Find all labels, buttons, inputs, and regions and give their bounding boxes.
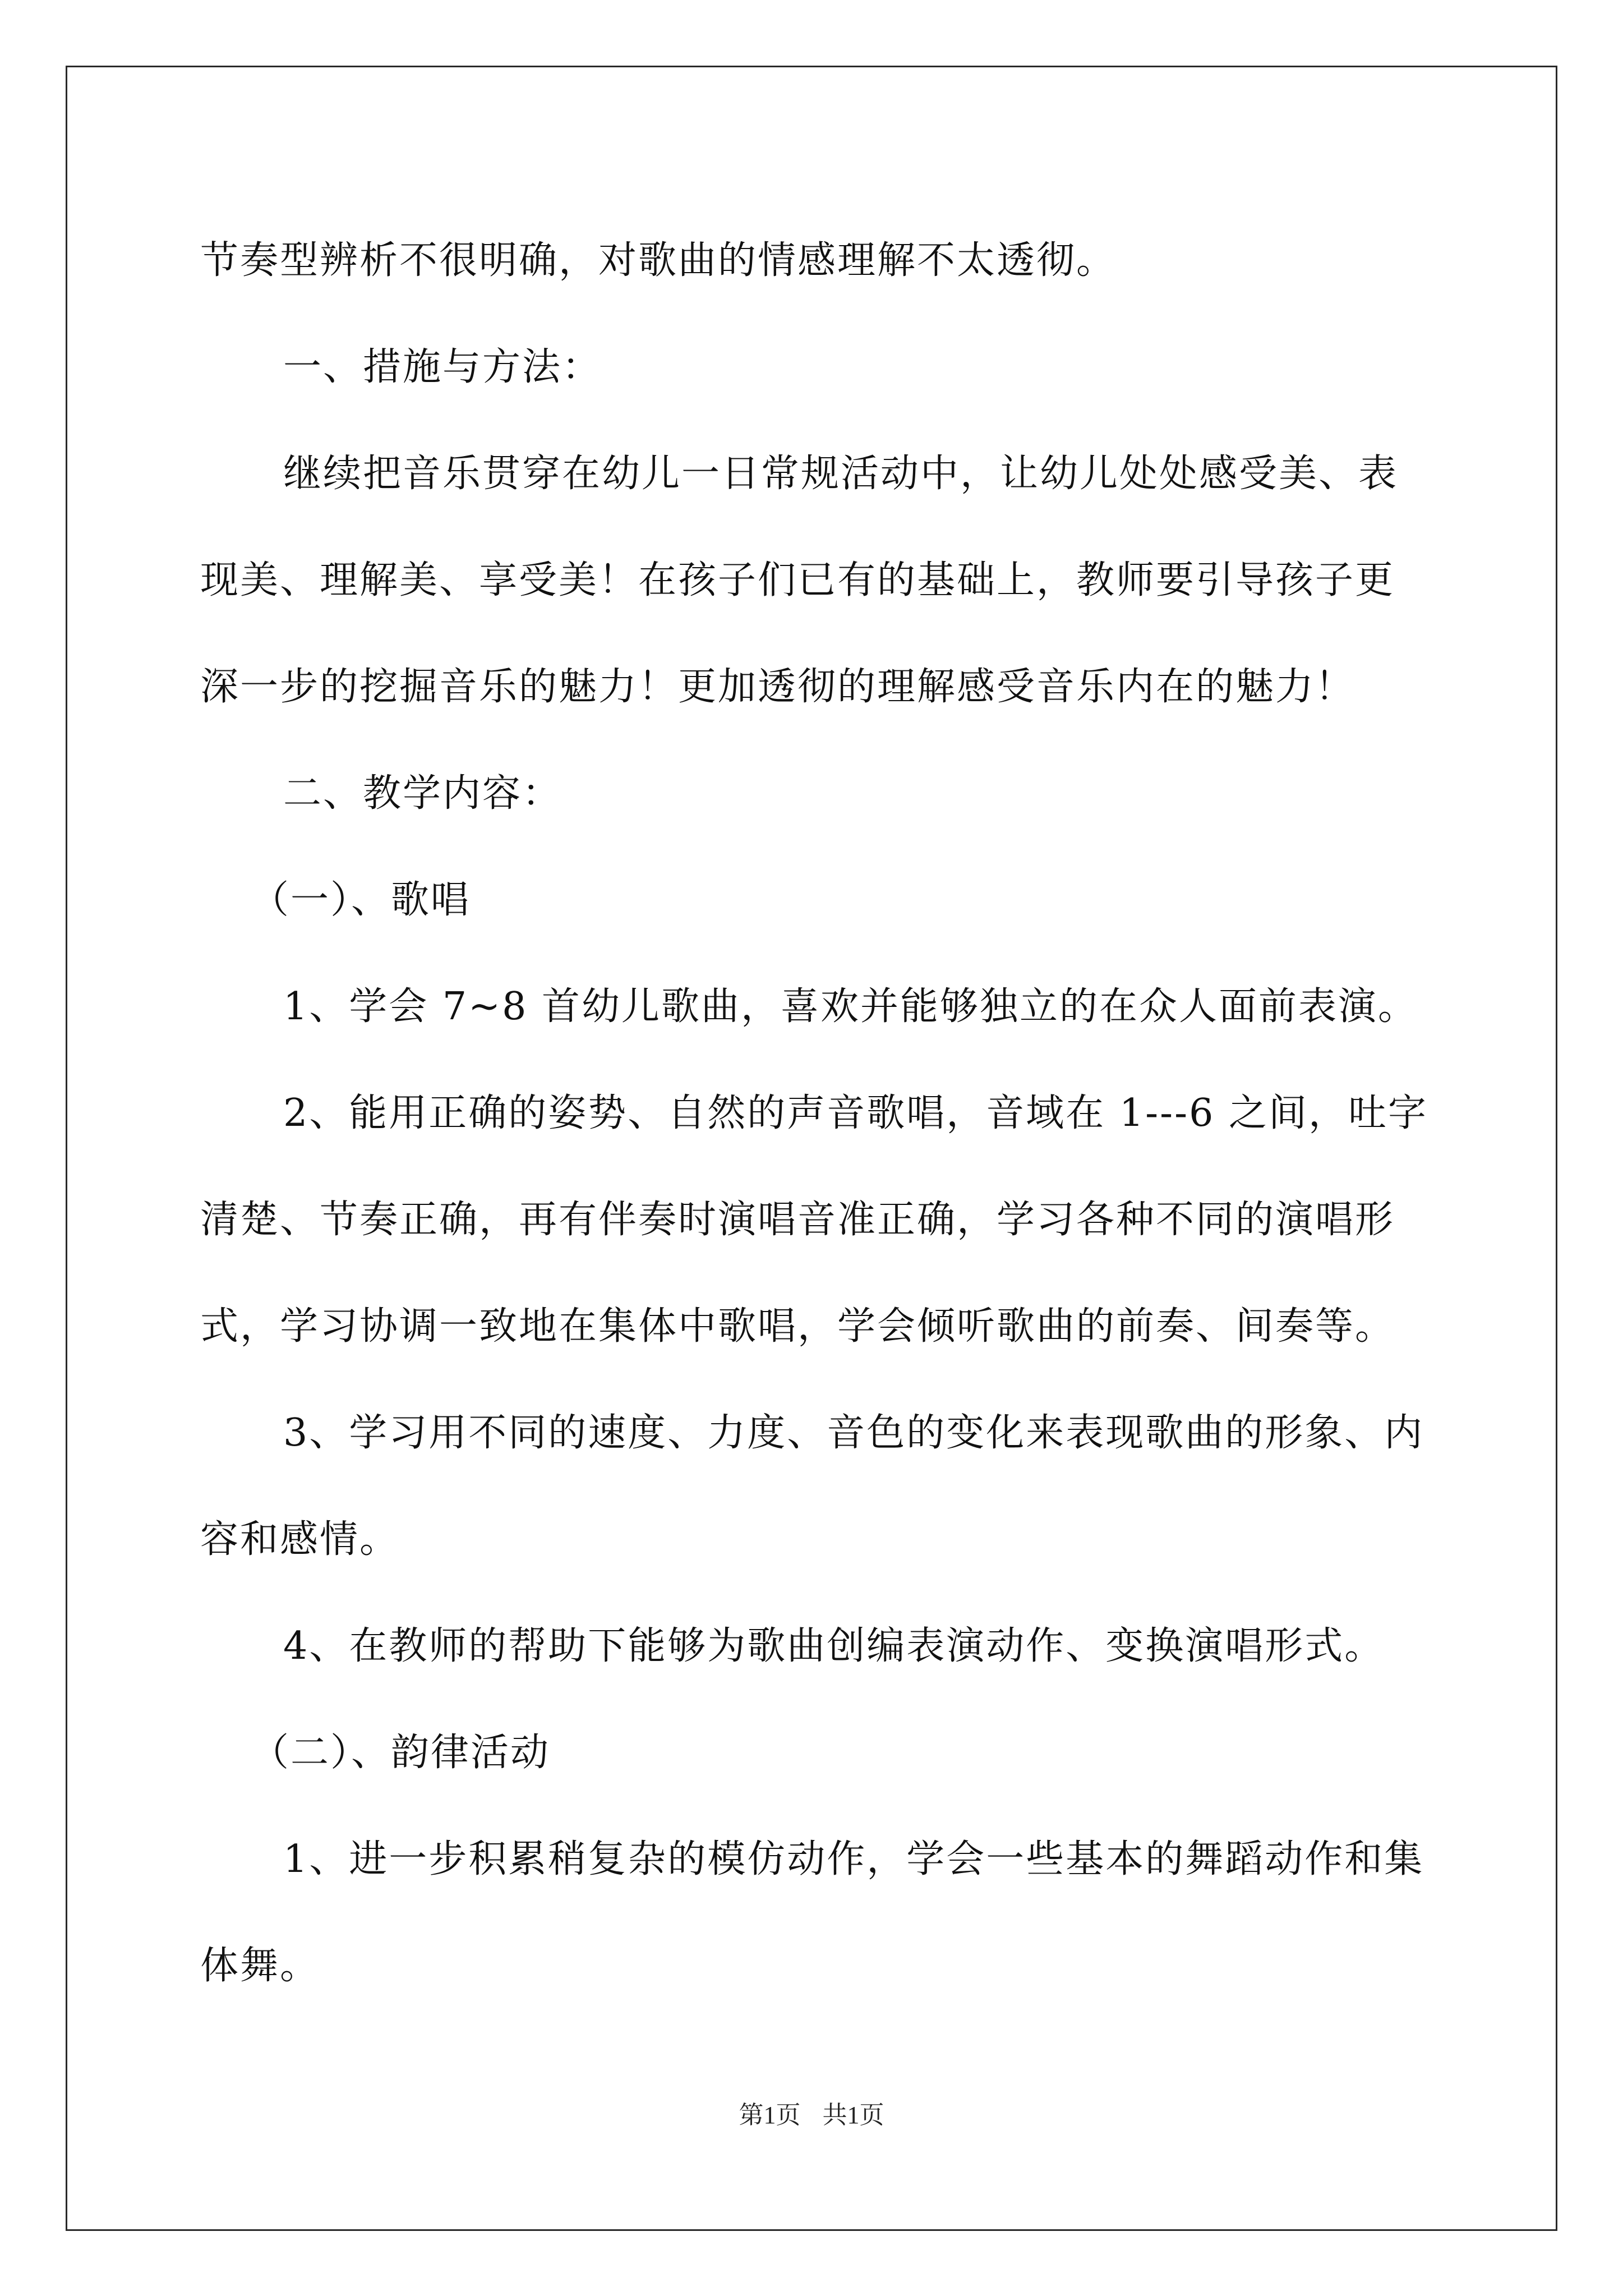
list-item: 3、学习用不同的速度、力度、音色的变化来表现歌曲的形象、内 xyxy=(283,1411,1424,1455)
list-item: 2、能用正确的姿势、自然的声音歌唱，音域在 1---6 之间，吐字 xyxy=(283,1091,1428,1135)
list-item: 4、在教师的帮助下能够为歌曲创编表演动作、变换演唱形式。 xyxy=(283,1624,1385,1668)
section-heading: 二、教学内容： xyxy=(283,771,562,816)
page-footer xyxy=(0,2095,1623,2131)
subsection-heading: （二）、韵律活动 xyxy=(251,1731,551,1775)
text-line: 继续把音乐贯穿在幼儿一日常规活动中，让幼儿处处感受美、表 xyxy=(283,452,1399,496)
text-line: 节奏型辨析不很明确，对歌曲的情感理解不太透彻。 xyxy=(200,238,1117,283)
text-line: 体舞。 xyxy=(200,1944,320,1988)
page-number: 第1页 xyxy=(739,2101,801,2129)
text-line: 式，学习协调一致地在集体中歌唱，学会倾听歌曲的前奏、间奏等。 xyxy=(200,1304,1395,1349)
text-line: 现美、理解美、享受美！在孩子们已有的基础上，教师要引导孩子更 xyxy=(200,558,1395,602)
subsection-heading: （一）、歌唱 xyxy=(251,878,471,922)
document-body xyxy=(200,208,1428,2019)
text-line: 深一步的挖掘音乐的魅力！更加透彻的理解感受音乐内在的魅力！ xyxy=(200,665,1355,709)
list-item: 1、进一步积累稍复杂的模仿动作，学会一些基本的舞蹈动作和集 xyxy=(283,1837,1424,1881)
list-item: 1、学会 7~8 首幼儿歌曲，喜欢并能够独立的在众人面前表演。 xyxy=(283,984,1418,1029)
text-line: 清楚、节奏正确，再有伴奏时演唱音准正确，学习各种不同的演唱形 xyxy=(200,1198,1395,1242)
page-total: 共1页 xyxy=(822,2101,884,2129)
text-line: 容和感情。 xyxy=(200,1517,400,1562)
section-heading: 一、措施与方法： xyxy=(283,345,602,389)
